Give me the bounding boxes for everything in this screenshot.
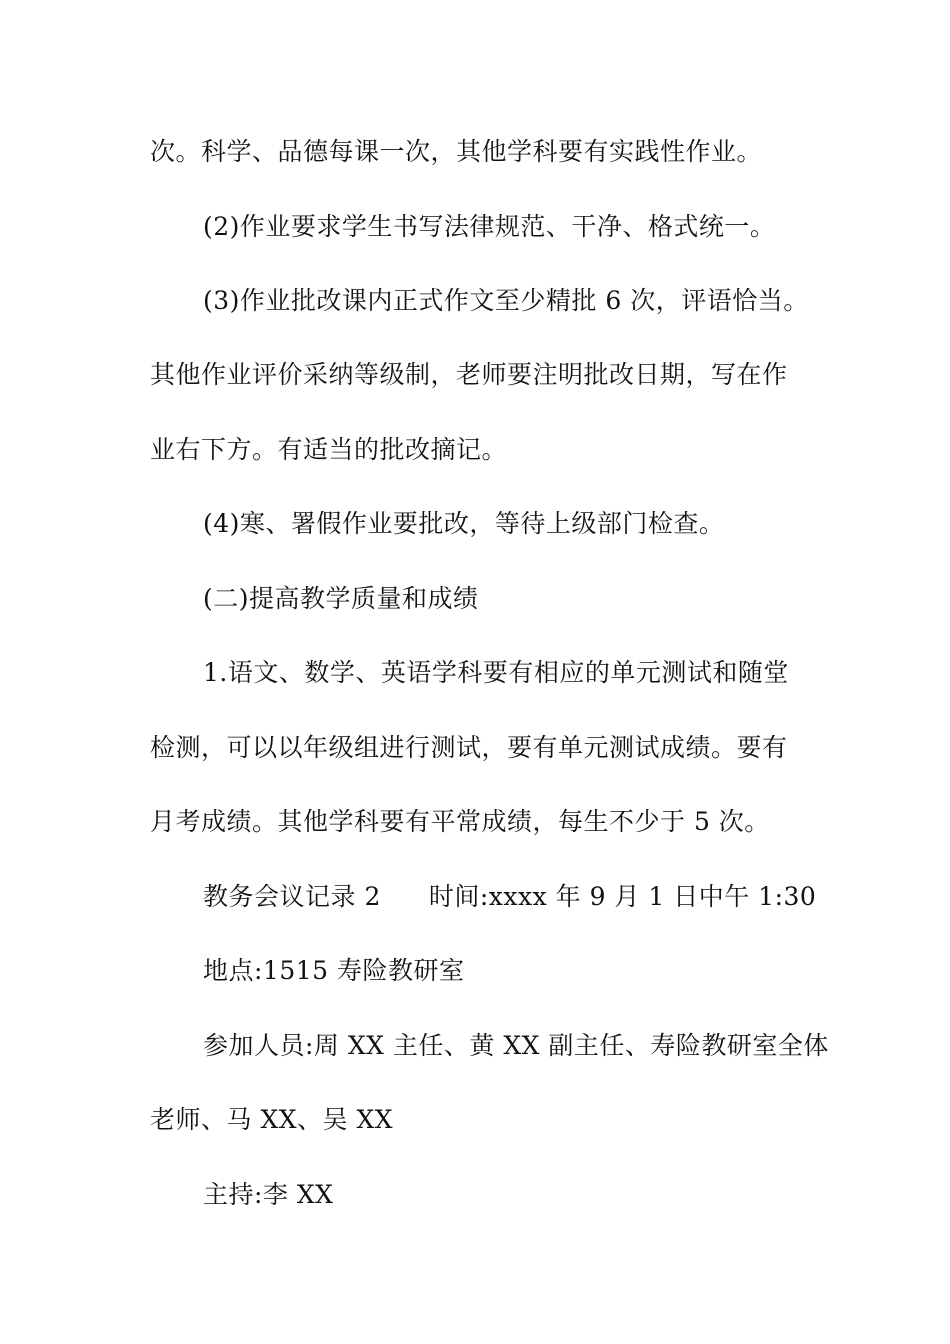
body-text-line: (4)寒、署假作业要批改，等待上级部门检查。 [203,509,725,538]
body-text-line: (2)作业要求学生书写法律规范、干净、格式统一。 [203,212,776,241]
meeting-title: 教务会议记录 2 [203,882,381,911]
body-text-line: 次。科学、品德每课一次，其他学科要有实践性作业。 [150,137,763,166]
body-text-line: 月考成绩。其他学科要有平常成绩，每生不少于 5 次。 [150,807,770,836]
body-text-line: 检测，可以以年级组进行测试，要有单元测试成绩。要有 [150,733,788,762]
body-text-line: (3)作业批改课内正式作文至少精批 6 次，评语恰当。 [203,286,809,315]
meeting-time: 时间:xxxx 年 9 月 1 日中午 1:30 [428,882,817,911]
meeting-host: 主持:李 XX [203,1180,334,1209]
meeting-participants-continued: 老师、马 XX、吴 XX [150,1105,394,1134]
body-text-line: 业右下方。有适当的批改摘记。 [150,435,508,464]
section-heading: (二)提高教学质量和成绩 [203,584,479,613]
meeting-location: 地点:1515 寿险教研室 [203,956,465,985]
meeting-header-line [203,881,816,913]
body-text-line: 1.语文、数学、英语学科要有相应的单元测试和随堂 [203,658,789,687]
body-text-line: 其他作业评价采纳等级制，老师要注明批改日期，写在作 [150,360,788,389]
meeting-participants: 参加人员:周 XX 主任、黄 XX 副主任、寿险教研室全体 [203,1031,829,1060]
